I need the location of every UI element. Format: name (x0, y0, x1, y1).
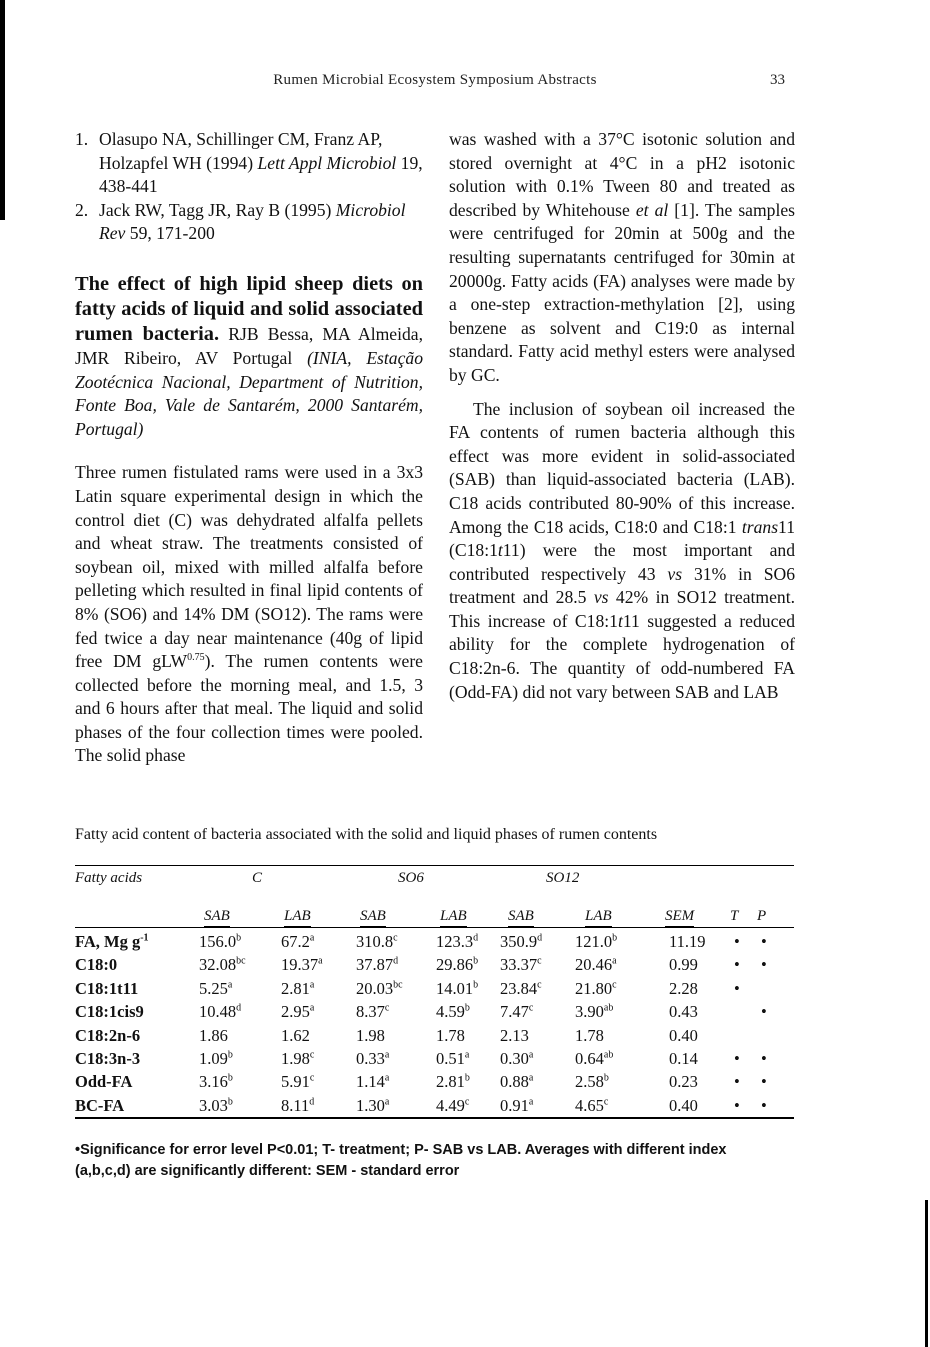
sem-cell (669, 932, 706, 952)
table-row (75, 1049, 794, 1072)
results-paragraph (449, 398, 795, 705)
cell-value: 2.13 (500, 1025, 529, 1045)
row-label-text: BC-FA (75, 1095, 125, 1115)
cell-index-superscript: a (309, 1002, 315, 1014)
value-cell (199, 1026, 228, 1046)
significance-cell (734, 1072, 740, 1092)
row-label (75, 1072, 132, 1092)
value-cell (281, 1072, 314, 1092)
cell-index-superscript: ab (603, 1049, 614, 1061)
cell-index-superscript: ab (603, 1002, 614, 1014)
value-cell (575, 979, 617, 999)
text-span: t (617, 610, 623, 631)
cell-value: 121.0 (575, 932, 613, 951)
cell-value: 7.47 (500, 1002, 529, 1022)
cell-value: • (734, 978, 740, 998)
table-row (75, 955, 794, 978)
cell-value: 4.49 (436, 1095, 465, 1115)
sem-cell (669, 955, 698, 975)
cell-value: 14.01 (436, 978, 474, 998)
significance-cell (761, 1049, 767, 1069)
article-authors: RJB Bessa, MA Almeida, JMR Ribeiro, AV Portugal (75, 323, 423, 368)
row-label (75, 1026, 140, 1046)
cell-value: • (734, 955, 740, 975)
value-cell (281, 955, 323, 975)
table-top-rule (75, 865, 794, 866)
cell-value: 4.65 (575, 1095, 604, 1115)
cell-value: 0.64 (575, 1049, 604, 1068)
text-span: vs (593, 587, 609, 608)
cell-value: 2.81 (281, 978, 310, 998)
value-cell (281, 1002, 314, 1022)
value-cell (199, 955, 246, 975)
cell-value: • (761, 932, 767, 951)
cell-index-superscript: c (603, 1096, 609, 1108)
row-label (75, 979, 138, 999)
value-cell (575, 1096, 608, 1116)
cell-index-superscript: a (464, 1049, 470, 1061)
cell-value: 4.59 (436, 1002, 465, 1022)
value-cell (436, 979, 478, 999)
value-cell (199, 979, 232, 999)
table-row (75, 979, 794, 1002)
cell-value: • (734, 1095, 740, 1115)
cell-index-superscript: d (537, 932, 543, 944)
value-cell (199, 1049, 233, 1069)
superscript: 0.75 (187, 652, 205, 664)
cell-index-superscript: a (528, 1049, 534, 1061)
value-cell (356, 1072, 389, 1092)
cell-index-superscript: a (384, 1049, 390, 1061)
cell-index-superscript: d (393, 955, 399, 967)
reference-authors: Jack RW, Tagg JR, Ray B (1995) (99, 199, 336, 220)
cell-index-superscript: bc (393, 979, 403, 991)
cell-value: 21.80 (575, 978, 613, 998)
subheader-lab: LAB (585, 908, 612, 927)
value-cell (199, 1002, 241, 1022)
cell-value: • (761, 955, 767, 975)
cell-index-superscript: b (464, 1072, 470, 1084)
value-cell (436, 1026, 465, 1046)
value-cell (356, 1002, 389, 1022)
cell-value: 20.46 (575, 955, 613, 975)
value-cell (436, 1049, 469, 1069)
cell-value: 0.99 (669, 955, 698, 975)
value-cell (575, 1049, 613, 1069)
left-column (75, 128, 423, 768)
cell-index-superscript: c (537, 979, 542, 991)
cell-value: 20.03 (356, 978, 394, 998)
group-header-so6: SO6 (398, 870, 424, 886)
cell-value: 0.40 (669, 1095, 698, 1115)
value-cell (575, 1072, 609, 1092)
cell-value: 37.87 (356, 955, 394, 975)
sem-cell (669, 1026, 698, 1046)
row-label-text: FA, Mg g (75, 932, 141, 951)
value-cell (436, 1002, 470, 1022)
group-header-so12: SO12 (546, 870, 580, 886)
value-cell (500, 1072, 533, 1092)
row-label (75, 1002, 144, 1022)
cell-value: 2.95 (281, 1002, 310, 1022)
subheader-lab: LAB (440, 908, 467, 927)
scan-edge-mark (0, 0, 5, 220)
cell-value: 1.98 (356, 1025, 385, 1045)
cell-index-superscript: b (464, 1002, 470, 1014)
cell-value: 310.8 (356, 932, 394, 951)
reference-citation: 59, 171-200 (125, 223, 215, 244)
row-label-text: C18:1t11 (75, 978, 139, 998)
table-row (75, 932, 794, 955)
cell-index-superscript: c (612, 979, 617, 991)
cell-index-superscript: a (528, 1072, 534, 1084)
row-label-text: C18:0 (75, 955, 118, 975)
row-label-text: C18:1cis9 (75, 1002, 144, 1022)
cell-value: 350.9 (500, 932, 538, 951)
subheader-t: T (730, 908, 739, 924)
significance-cell (734, 979, 740, 999)
value-cell (500, 1049, 533, 1069)
significance-cell (761, 932, 767, 952)
table-bottom-rule (75, 1117, 794, 1119)
cell-value: 8.11 (281, 1095, 310, 1115)
table-footnote: •Significance for error level P<0.01; T- treatment; P- SAB vs LAB. Averages with different index (a,b,c,d) are significantly different: SEM - standard error (75, 1142, 727, 1179)
value-cell (500, 955, 542, 975)
cell-index-superscript: a (384, 1096, 390, 1108)
cell-value: 19.37 (281, 955, 319, 975)
cell-value: 0.40 (669, 1025, 698, 1045)
text-span: 31% in SO6 treatment and 28.5 (449, 563, 795, 608)
cell-value: • (734, 932, 740, 951)
cell-value: • (734, 1049, 740, 1068)
cell-index-superscript: b (473, 979, 479, 991)
reference-authors: Olasupo NA, Schillinger CM, Franz AP, Holzapfel WH (1994) (99, 129, 383, 173)
text-span: was washed with a 37°C isotonic solution and stored overnight at 4°C in a pH2 isotonic solution with 0.1% Tween 80 and treated as described by Whitehouse (449, 129, 795, 220)
group-header-c: C (252, 870, 263, 886)
value-cell (281, 1026, 310, 1046)
value-cell (356, 1049, 389, 1069)
row-label-superscript: -1 (140, 932, 149, 944)
cell-index-superscript: b (236, 932, 242, 944)
cell-value: 32.08 (199, 955, 237, 975)
cell-index-superscript: c (464, 1096, 470, 1108)
cell-value: 23.84 (500, 978, 538, 998)
significance-cell (761, 1096, 767, 1116)
cell-index-superscript: b (603, 1072, 609, 1084)
cell-value: • (734, 1072, 740, 1092)
subheader-p: P (757, 908, 767, 924)
cell-value: • (761, 1072, 767, 1092)
value-cell (575, 932, 617, 952)
cell-index-superscript: a (309, 932, 315, 944)
significance-cell (761, 955, 767, 975)
sem-cell (669, 1002, 698, 1022)
cell-value: 29.86 (436, 955, 474, 975)
subheader-lab: LAB (284, 908, 311, 927)
table-row (75, 1002, 794, 1025)
text-span: Three rumen fistulated rams were used in a 3x3 Latin square experimental design in which the control diet (C) was dehydrated alfalfa pellets and wheat straw. The treatments consisted of soybean oil, mixed with milled alfalfa before pelleting which resulted in final lipid contents of 8% (SO6) and 14% DM (SO12). The rams were fed twice a day near maintenance (40g of lipid free DM gLW (75, 462, 423, 672)
cell-value: 2.58 (575, 1072, 604, 1092)
value-cell (356, 979, 403, 999)
cell-value: 0.23 (669, 1072, 698, 1092)
cell-value: 156.0 (199, 932, 237, 951)
right-column (449, 128, 795, 704)
text-span: vs (667, 563, 683, 584)
value-cell (436, 1072, 470, 1092)
value-cell (199, 1096, 233, 1116)
subheader-sem: SEM (665, 908, 694, 927)
value-cell (281, 1049, 314, 1069)
article-title: The effect of high lipid sheep diets on fatty acids of liquid and solid associated rumen bacteria. (75, 272, 423, 345)
reference-item (75, 199, 423, 246)
reference-citation: 19, 438-441 (99, 152, 423, 197)
sem-cell (669, 1096, 698, 1116)
text-span: 11 (C18:1 (449, 516, 795, 561)
text-span: 11 suggested a reduced ability for the complete hydrogenation of C18:2n-6. The quantity of odd-numbered FA (Odd-FA) did not vary between SAB and LAB (449, 610, 795, 702)
value-cell (281, 979, 314, 999)
row-label-text: C18:3n-3 (75, 1049, 141, 1068)
cell-value: • (761, 1095, 767, 1115)
cell-value: 5.91 (281, 1072, 310, 1092)
table-header-rule (75, 927, 794, 928)
value-cell (500, 979, 542, 999)
value-cell (500, 1096, 533, 1116)
value-cell (575, 955, 617, 975)
value-cell (281, 1096, 314, 1116)
text-span: et al (635, 199, 669, 220)
reference-text (99, 129, 423, 196)
table-row (75, 1096, 794, 1119)
text-span: The inclusion of soybean oil increased the FA contents of rumen bacteria although this effect was more evident in solid-associated (SAB) than liquid-associated bacteria (LAB). C18 acids contributed 80-90% of this increase. Among the C18 acids, C18:0 and C18:1 (449, 398, 795, 537)
cell-index-superscript: c (537, 955, 542, 967)
value-cell (356, 932, 398, 952)
value-cell (281, 932, 314, 952)
row-label (75, 1049, 140, 1069)
cell-value: 123.3 (436, 932, 474, 951)
cell-value: 1.09 (199, 1049, 228, 1068)
significance-cell (734, 1096, 740, 1116)
reference-journal: Lett Appl Microbiol (257, 152, 397, 173)
row-label (75, 1096, 124, 1116)
scan-edge-mark (925, 1200, 928, 1347)
cell-value: 10.48 (199, 1002, 237, 1022)
cell-value: 0.88 (500, 1072, 529, 1092)
row-label (75, 932, 149, 952)
cell-value: 0.33 (356, 1049, 385, 1068)
sem-cell (669, 1072, 698, 1092)
cell-index-superscript: a (309, 979, 315, 991)
cell-value: 1.14 (356, 1072, 385, 1092)
cell-value: • (761, 1002, 767, 1022)
cell-value: 1.98 (281, 1049, 310, 1068)
value-cell (500, 1002, 533, 1022)
significance-cell (734, 955, 740, 975)
cell-index-superscript: a (227, 979, 233, 991)
row-label-text: C18:2n-6 (75, 1025, 141, 1045)
cell-index-superscript: a (318, 955, 323, 967)
sem-cell (669, 1049, 698, 1069)
subheader-sab: SAB (508, 908, 534, 927)
cell-value: 0.91 (500, 1095, 529, 1115)
reference-journal: Microbiol Rev (99, 199, 406, 244)
cell-value: 1.62 (281, 1025, 310, 1045)
value-cell (356, 955, 398, 975)
cell-value: 0.30 (500, 1049, 529, 1068)
page-number: 33 (770, 72, 785, 88)
text-span: t (497, 540, 503, 561)
row-label-text: Odd-FA (75, 1072, 133, 1092)
cell-value: 1.86 (199, 1025, 228, 1045)
reference-text (99, 200, 406, 244)
text-span: ). The rumen contents were collected before the morning meal, and 1.5, 3 and 6 hours after that meal. The liquid and solid phases of the four collection times were pooled. The solid phase (75, 651, 423, 766)
row-label (75, 955, 117, 975)
abstract-paragraph (449, 128, 795, 388)
value-cell (356, 1026, 385, 1046)
significance-cell (761, 1002, 767, 1022)
cell-index-superscript: b (227, 1049, 233, 1061)
cell-value: 0.43 (669, 1002, 698, 1022)
cell-index-superscript: b (227, 1096, 233, 1108)
cell-value: 8.37 (356, 1002, 385, 1022)
cell-index-superscript: d (473, 932, 479, 944)
cell-value: 1.78 (436, 1025, 465, 1045)
significance-cell (734, 932, 740, 952)
reference-number: 1. (75, 129, 89, 149)
table-row (75, 1026, 794, 1049)
reference-item (75, 128, 423, 199)
cell-value: 0.14 (669, 1049, 698, 1068)
cell-index-superscript: c (393, 932, 398, 944)
cell-index-superscript: a (528, 1096, 534, 1108)
row-header-label: Fatty acids (75, 870, 143, 886)
reference-number: 2. (75, 199, 89, 220)
running-title: Rumen Microbial Ecosystem Symposium Abstracts (273, 72, 597, 88)
value-cell (436, 932, 478, 952)
cell-value: 1.78 (575, 1025, 604, 1045)
cell-value: 33.37 (500, 955, 538, 975)
subheader-sab: SAB (204, 908, 230, 927)
cell-value: 3.90 (575, 1002, 604, 1022)
cell-index-superscript: d (309, 1096, 315, 1108)
cell-index-superscript: b (473, 955, 479, 967)
value-cell (575, 1002, 613, 1022)
value-cell (199, 932, 241, 952)
cell-value: 0.51 (436, 1049, 465, 1068)
value-cell (436, 1096, 469, 1116)
cell-value: 67.2 (281, 932, 310, 951)
cell-index-superscript: b (612, 932, 618, 944)
cell-index-superscript: c (384, 1002, 390, 1014)
cell-value: 2.81 (436, 1072, 465, 1092)
cell-value: • (761, 1049, 767, 1068)
cell-index-superscript: c (309, 1072, 315, 1084)
cell-value: 5.25 (199, 978, 228, 998)
cell-index-superscript: c (309, 1049, 315, 1061)
table-row (75, 1072, 794, 1095)
cell-index-superscript: c (528, 1002, 534, 1014)
cell-index-superscript: a (612, 955, 617, 967)
value-cell (500, 932, 542, 952)
cell-value: 2.28 (669, 978, 698, 998)
text-span: [1]. The samples were centrifuged for 20min at 500g and the resulting supernatants centrifuged for 30min at 20000g. Fatty acids (FA) analyses were made by a one-step extraction-methylation [2], using benzene as solvent and C19:0 as internal standard. Fatty acid methyl esters were analysed by GC. (449, 199, 796, 385)
reference-list (75, 128, 423, 246)
significance-cell (734, 1049, 740, 1069)
value-cell (500, 1026, 529, 1046)
subheader-sab: SAB (360, 908, 386, 927)
article-header (75, 272, 423, 441)
cell-index-superscript: bc (236, 955, 246, 967)
cell-value: 11.19 (669, 932, 706, 951)
cell-value: 1.30 (356, 1095, 385, 1115)
text-span: 42% in SO12 treatment. This increase of C18:1 (449, 587, 795, 631)
table-caption: Fatty acid content of bacteria associated with the solid and liquid phases of rumen contents (75, 826, 658, 843)
text-span: 11) were the most important and contributed respectively 43 (449, 540, 795, 584)
article-affiliation: (INIA, Estação Zootécnica Nacional, Department of Nutrition, Fonte Boa, Vale de Santarém, 2000 Santarém, Portugal) (75, 347, 423, 439)
cell-value: 3.03 (199, 1095, 228, 1115)
cell-index-superscript: a (384, 1072, 390, 1084)
significance-cell (761, 1072, 767, 1092)
value-cell (356, 1096, 389, 1116)
cell-index-superscript: d (236, 1002, 242, 1014)
cell-index-superscript: b (227, 1072, 233, 1084)
value-cell (199, 1072, 233, 1092)
sem-cell (669, 979, 698, 999)
text-span: trans (741, 516, 779, 537)
cell-value: 3.16 (199, 1072, 228, 1092)
value-cell (575, 1026, 604, 1046)
abstract-paragraph (75, 461, 423, 768)
value-cell (436, 955, 478, 975)
